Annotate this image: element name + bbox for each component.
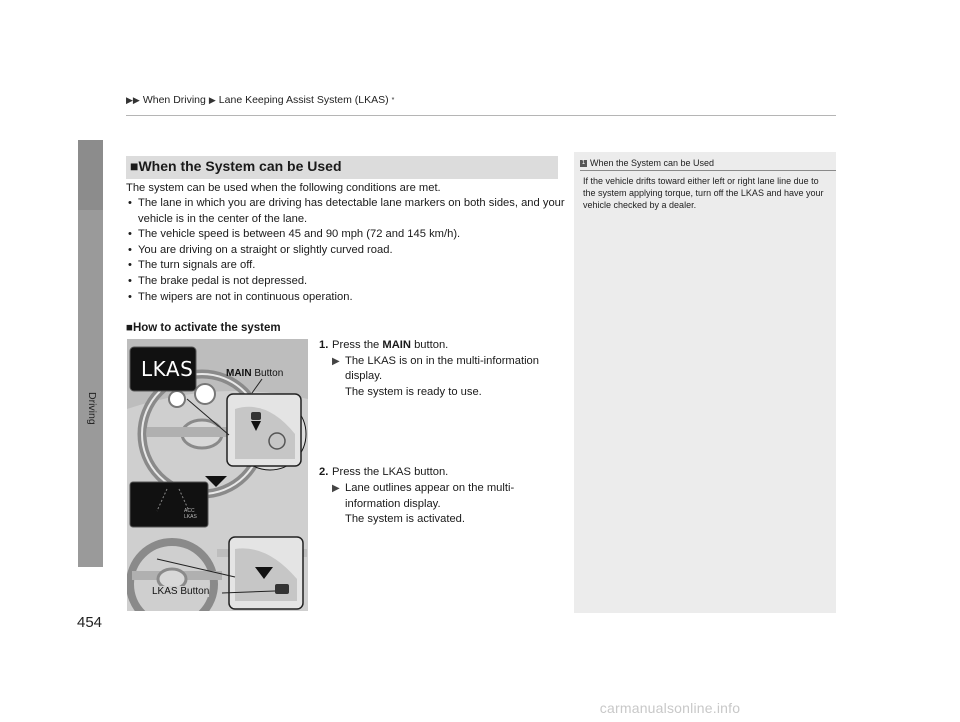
activate-heading [126, 322, 281, 334]
result-arrow-icon: ▶ [332, 355, 340, 367]
mid-display-acc: ACC [184, 508, 195, 514]
section-marker: ■ [130, 158, 139, 174]
header-divider [126, 115, 836, 116]
step-2 [319, 465, 564, 527]
breadcrumb-asterisk: * [391, 96, 395, 104]
step-1-note: The system is ready to use. [345, 385, 482, 398]
note-heading [580, 158, 714, 168]
step-2-number: 2. [319, 466, 329, 479]
condition-item: • You are driving on a straight or slightly curved road. [126, 243, 566, 259]
condition-item: • The turn signals are off. [126, 258, 566, 274]
activate-marker: ■ [126, 322, 133, 334]
step-1-result: The LKAS is on in the multi-information display. [345, 354, 540, 383]
breadcrumb-item-lkas[interactable]: Lane Keeping Assist System (LKAS) [218, 94, 389, 106]
lkas-display-label: LKAS [141, 357, 194, 381]
side-tab-top [78, 140, 103, 210]
watermark: carmanualsonline.info [599, 700, 741, 716]
conditions-list [126, 196, 566, 305]
main-button-callout-bold: MAIN [226, 368, 252, 379]
mid-display-lkas: LKAS [184, 514, 197, 520]
step-1-pre: Press the [332, 339, 383, 351]
section-title-text: When the System can be Used [138, 158, 342, 174]
steps [319, 338, 564, 528]
step-2-result: Lane outlines appear on the multi-information display. [345, 481, 515, 510]
note-icon: 1 [581, 159, 586, 166]
condition-item: • The lane in which you are driving has detectable lane markers on both sides, and your vehicle is in the center of the lane. [126, 196, 566, 227]
note-body: If the vehicle drifts toward either left or right lane line due to the system applying torque, turn off the LKAS and have your vehicle checked by a dealer. [583, 176, 824, 210]
step-1-number: 1. [319, 339, 329, 351]
step-1-bold: MAIN [382, 339, 411, 351]
main-button-callout [226, 368, 283, 379]
main-button-callout-rest: Button [251, 368, 284, 379]
result-arrow-icon: ▶ [332, 482, 340, 494]
step-1 [319, 338, 564, 400]
activate-title: How to activate the system [132, 322, 281, 334]
step-1-post: button. [410, 339, 449, 351]
breadcrumb-item-when-driving[interactable]: When Driving [142, 94, 206, 106]
breadcrumb-arrow-icon: ▶ [208, 94, 216, 105]
note-divider [580, 170, 836, 171]
condition-item: • The brake pedal is not depressed. [126, 274, 566, 290]
condition-item: • The wipers are not in continuous operation. [126, 290, 566, 306]
lkas-illustration [127, 339, 308, 611]
step-2-text: Press the LKAS button. [332, 466, 449, 479]
note-heading-text: When the System can be Used [590, 158, 715, 168]
note-panel [574, 152, 836, 613]
section-intro: The system can be used when the following conditions are met. [126, 182, 441, 194]
page-number: 454 [77, 614, 103, 631]
mid-display-labels [184, 508, 197, 520]
lkas-button-callout: LKAS Button [152, 586, 210, 597]
side-tab-label: Driving [86, 392, 98, 425]
condition-item: • The vehicle speed is between 45 and 90 mph (72 and 145 km/h). [126, 227, 566, 243]
breadcrumb-arrow-icon: ▶▶ [126, 94, 140, 105]
section-title [130, 158, 342, 174]
step-2-note: The system is activated. [345, 513, 465, 526]
breadcrumb [126, 94, 394, 106]
